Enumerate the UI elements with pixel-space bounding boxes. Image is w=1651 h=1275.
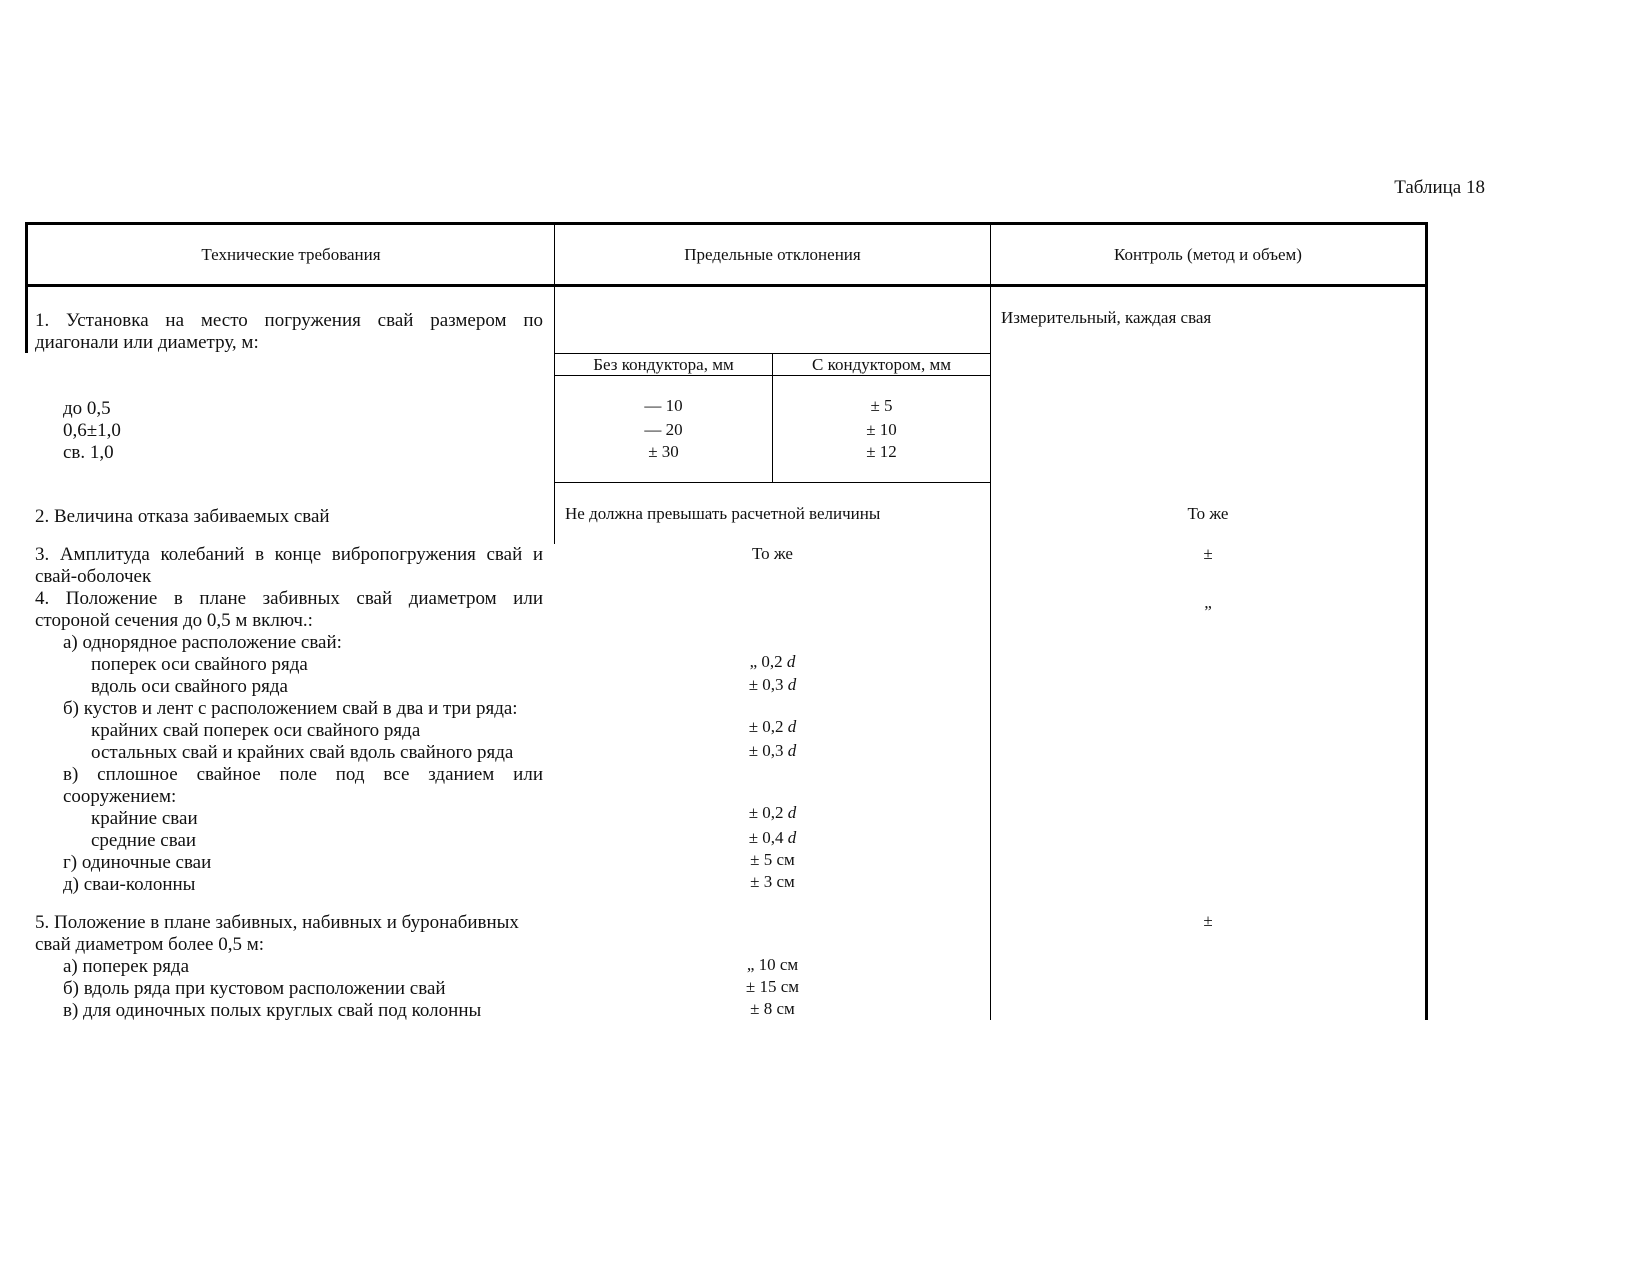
row1-text-line1: 1. Установка на место погружения свай размером по — [35, 310, 543, 331]
row4-value-g: ± 5 см — [750, 850, 795, 869]
row4-item-c-line1: в) сплошное свайное поле под все зданием или — [63, 764, 543, 785]
table-caption: Таблица 18 — [1394, 177, 1485, 198]
row4-text-line2: стороной сечения до 0,5 м включ.: — [35, 610, 313, 631]
header-limit-deviations: Предельные отклонения — [684, 245, 861, 264]
row5-text-line1: 5. Положение в плане забивных, набивных и буронабивных — [35, 912, 519, 933]
row3-text-line1: 3. Амплитуда колебаний в конце вибропогружения свай и — [35, 544, 543, 565]
row1-text-line2: диагонали или диаметру, м: — [35, 332, 259, 353]
row4-item-a: а) однорядное расположение свай: — [63, 632, 342, 653]
row4-value-b2: ± 0,3 d — [748, 741, 797, 760]
row4-value-b1: ± 0,2 d — [748, 717, 797, 736]
row1-without-3: ± 30 — [648, 442, 679, 461]
row1-with-2: ± 10 — [866, 420, 897, 439]
row4-value-d: ± 3 см — [750, 872, 795, 891]
header-control-method: Контроль (метод и объем) — [1114, 245, 1302, 264]
row4-value-a2: ± 0,3 d — [748, 675, 797, 694]
row4-value-c2: ± 0,4 d — [748, 828, 797, 847]
subheader-without-jig: Без кондуктора, мм — [593, 355, 734, 374]
row3-limit: То же — [752, 544, 793, 563]
row1-control: Измерительный, каждая свая — [1001, 308, 1212, 327]
row1-size-1: до 0,5 — [63, 398, 111, 419]
row4-item-c2: средние сваи — [91, 830, 197, 851]
row4-item-a2: вдоль оси свайного ряда — [91, 676, 288, 697]
row5-control: ± — [1203, 911, 1213, 930]
row4-text-line1: 4. Положение в плане забивных свай диаметром или — [35, 588, 543, 609]
row2-control: То же — [1187, 504, 1229, 523]
row4-item-c1: крайние сваи — [91, 808, 198, 829]
row5-item-b: б) вдоль ряда при кустовом расположении свай — [63, 978, 446, 999]
row5-item-c: в) для одиночных полых круглых свай под колонны — [63, 1000, 482, 1021]
row4-item-b: б) кустов и лент с расположением свай в два и три ряда: — [63, 698, 518, 719]
row4-item-b2: остальных свай и крайних свай вдоль свайного ряда — [91, 742, 514, 763]
row3-control: ± — [1203, 544, 1213, 563]
row3-text-line2: свай-оболочек — [35, 566, 152, 587]
subheader-with-jig: С кондуктором, мм — [812, 355, 951, 374]
header-technical-requirements: Технические требования — [201, 245, 381, 264]
row1-size-3: св. 1,0 — [63, 442, 114, 463]
row4-item-g: г) одиночные сваи — [63, 852, 212, 873]
row5-value-a: „ 10 см — [746, 955, 799, 974]
row5-value-c: ± 8 см — [750, 999, 795, 1018]
row1-size-2: 0,6±1,0 — [63, 420, 121, 441]
row1-without-1: — 10 — [644, 396, 683, 415]
row4-item-b1: крайних свай поперек оси свайного ряда — [91, 720, 421, 741]
row2-limit: Не должна превышать расчетной величины — [565, 504, 881, 523]
row4-value-a1: „ 0,2 d — [749, 652, 796, 671]
row4-item-c-line2: сооружением: — [63, 786, 177, 807]
row4-control: „ — [1204, 593, 1212, 612]
row1-with-3: ± 12 — [866, 442, 897, 461]
row1-without-2: — 20 — [644, 420, 683, 439]
row5-value-b: ± 15 см — [745, 977, 800, 996]
row2-text: 2. Величина отказа забиваемых свай — [35, 506, 330, 527]
row1-with-1: ± 5 — [870, 396, 893, 415]
row4-item-d: д) сваи-колонны — [63, 874, 196, 895]
row4-item-a1: поперек оси свайного ряда — [91, 654, 308, 675]
row5-text-line2: свай диаметром более 0,5 м: — [35, 934, 264, 955]
row5-item-a: а) поперек ряда — [63, 956, 190, 977]
row4-value-c1: ± 0,2 d — [748, 803, 797, 822]
